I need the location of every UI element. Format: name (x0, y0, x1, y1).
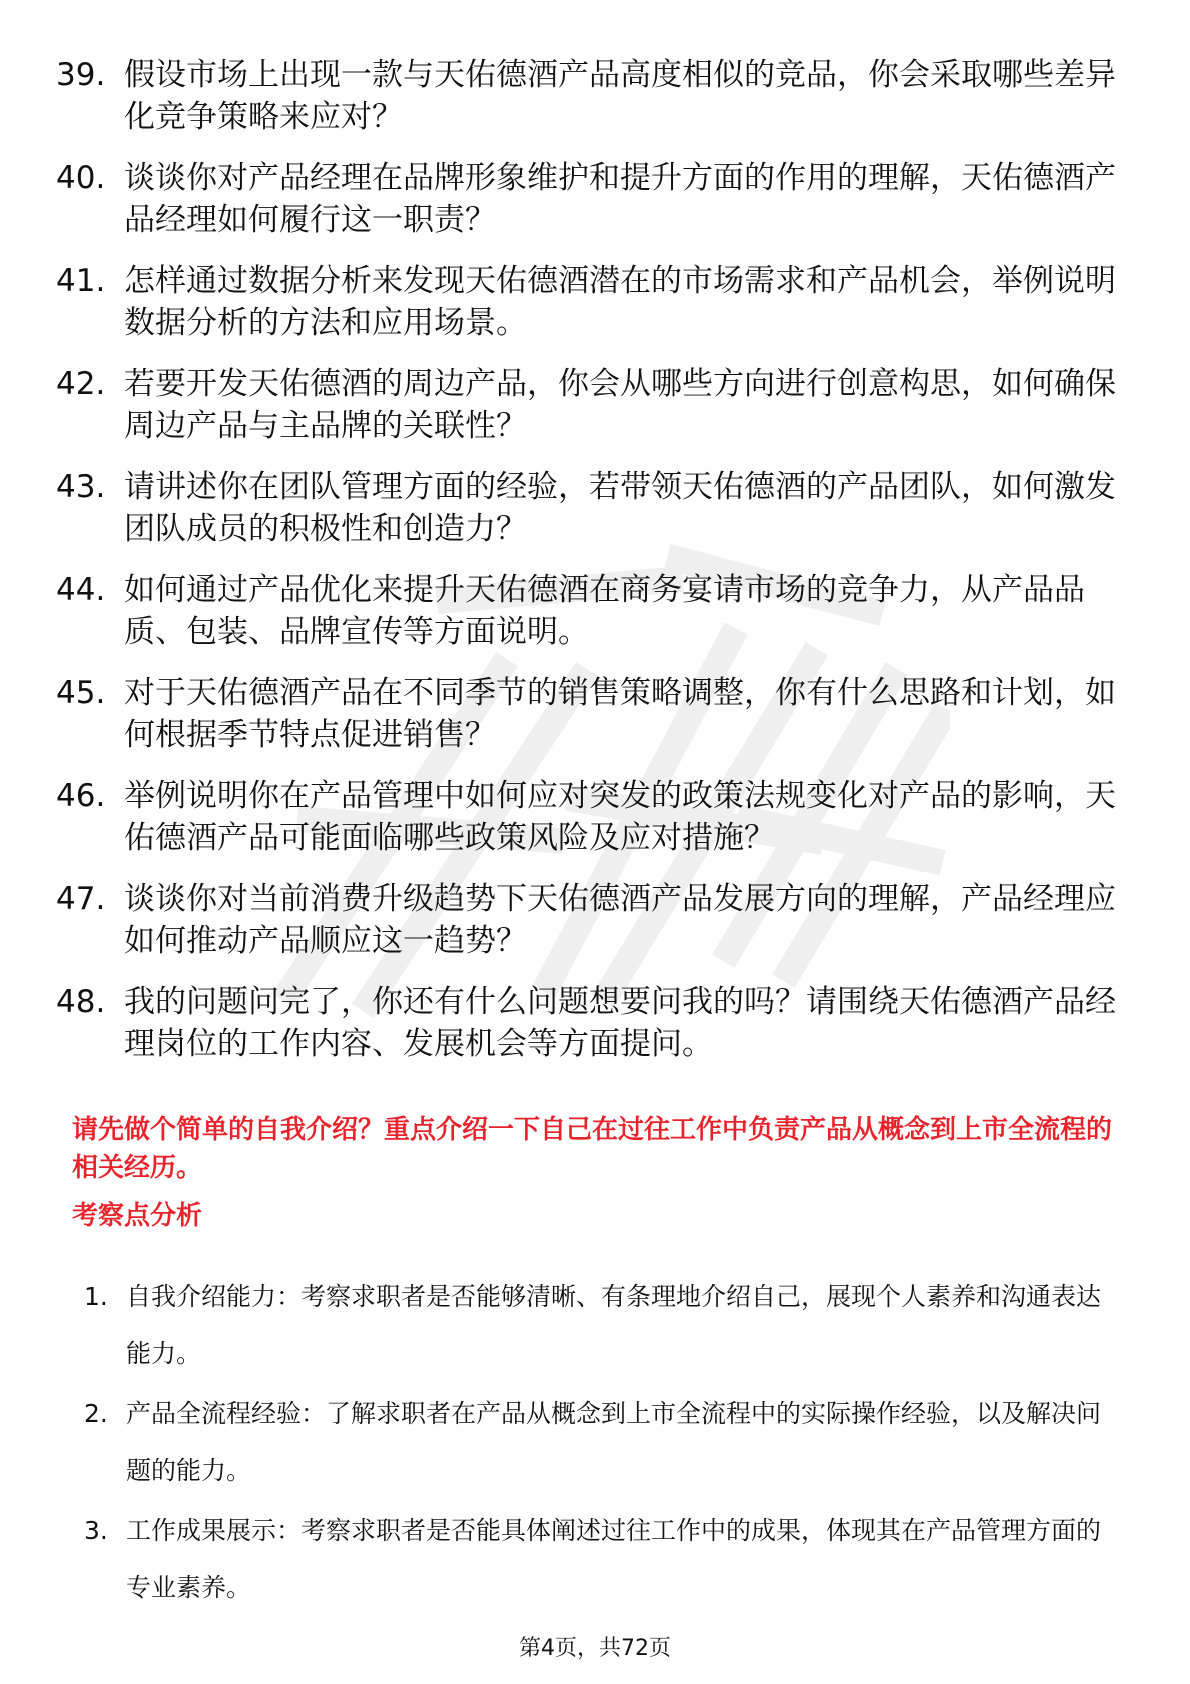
page-number-footer: 第4页，共72页 (519, 1636, 671, 1661)
analysis-point-number: 1. (84, 1282, 108, 1311)
question-item (56, 54, 1126, 138)
question-text: 我的问题问完了，你还有什么问题想要问我的吗？请围绕天佑德酒产品经理岗位的工作内容、发展机会等方面提问。 (124, 984, 1116, 1062)
analysis-point (84, 1502, 1124, 1616)
question-number: 39. (56, 57, 106, 93)
question-text: 如何通过产品优化来提升天佑德酒在商务宴请市场的竞争力，从产品品质、包装、品牌宣传等方面说明。 (124, 572, 1085, 650)
analysis-heading: 考察点分析 (72, 1201, 203, 1231)
analysis-point-number: 3. (84, 1516, 108, 1545)
question-item (56, 672, 1126, 756)
question-number: 40. (56, 160, 106, 196)
question-number: 47. (56, 881, 106, 917)
question-item (56, 466, 1126, 550)
question-item (56, 363, 1126, 447)
question-number: 48. (56, 984, 106, 1020)
question-number: 44. (56, 572, 106, 608)
question-number: 46. (56, 778, 106, 814)
analysis-point-text: 工作成果展示：考察求职者是否能具体阐述过往工作中的成果，体现其在产品管理方面的专业素养。 (126, 1516, 1102, 1602)
analysis-point (84, 1268, 1124, 1382)
analysis-point-number: 2. (84, 1399, 108, 1428)
question-number: 42. (56, 366, 106, 402)
question-list (56, 54, 1126, 1084)
question-text: 谈谈你对产品经理在品牌形象维护和提升方面的作用的理解，天佑德酒产品经理如何履行这一职责？ (124, 160, 1116, 238)
analysis-point-text: 产品全流程经验：了解求职者在产品从概念到上市全流程中的实际操作经验，以及解决问题的能力。 (126, 1399, 1102, 1485)
question-item (56, 569, 1126, 653)
question-text: 若要开发天佑德酒的周边产品，你会从哪些方向进行创意构思，如何确保周边产品与主品牌的关联性？ (124, 366, 1116, 444)
question-item (56, 981, 1126, 1065)
question-number: 45. (56, 675, 106, 711)
question-text: 假设市场上出现一款与天佑德酒产品高度相似的竞品，你会采取哪些差异化竞争策略来应对？ (124, 57, 1116, 135)
highlight-question: 请先做个简单的自我介绍？重点介绍一下自己在过往工作中负责产品从概念到上市全流程的相关经历。 (72, 1115, 1113, 1183)
question-item (56, 775, 1126, 859)
question-number: 41. (56, 263, 106, 299)
analysis-point-text: 自我介绍能力：考察求职者是否能够清晰、有条理地介绍自己，展现个人素养和沟通表达能力。 (126, 1282, 1102, 1368)
question-text: 谈谈你对当前消费升级趋势下天佑德酒产品发展方向的理解，产品经理应如何推动产品顺应这一趋势？ (124, 881, 1116, 959)
question-text: 举例说明你在产品管理中如何应对突发的政策法规变化对产品的影响，天佑德酒产品可能面临哪些政策风险及应对措施？ (124, 778, 1116, 856)
question-number: 43. (56, 469, 106, 505)
question-item (56, 157, 1126, 241)
question-item (56, 260, 1126, 344)
analysis-point-list (84, 1268, 1124, 1619)
question-text: 怎样通过数据分析来发现天佑德酒潜在的市场需求和产品机会，举例说明数据分析的方法和应用场景。 (124, 263, 1116, 341)
question-item (56, 878, 1126, 962)
question-text: 对于天佑德酒产品在不同季节的销售策略调整，你有什么思路和计划，如何根据季节特点促进销售？ (124, 675, 1116, 753)
analysis-point (84, 1385, 1124, 1499)
question-text: 请讲述你在团队管理方面的经验，若带领天佑德酒的产品团队，如何激发团队成员的积极性和创造力？ (124, 469, 1116, 547)
